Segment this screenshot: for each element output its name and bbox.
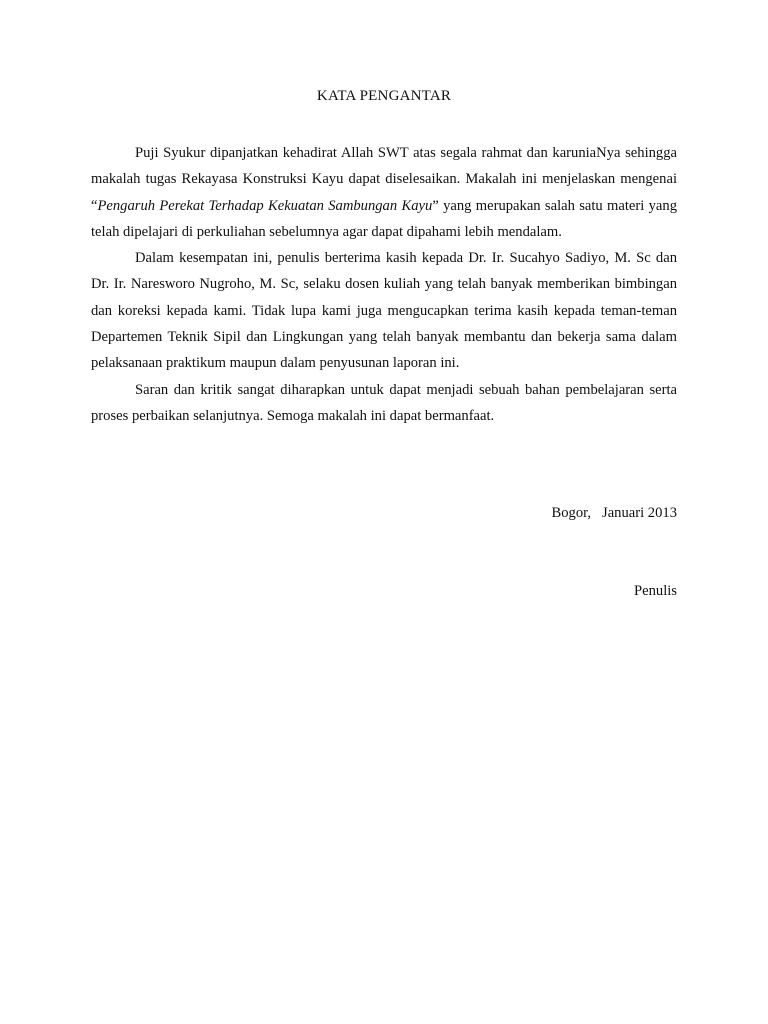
paragraph-1-after: ” yang merupakan salah satu materi yang telah dipelajari di perkuliahan sebelumnya agar dapat dipahami lebih mendalam. [91, 197, 677, 240]
paragraph-1-italic-title: Pengaruh Perekat Terhadap Kekuatan Sambungan Kayu [97, 197, 433, 214]
paragraph-2: Dalam kesempatan ini, penulis berterima kasih kepada Dr. Ir. Sucahyo Sadiyo, M. Sc dan Dr. Ir. Naresworo Nugroho, M. Sc, selaku dosen kuliah yang telah banyak memberikan bimbingan dan koreksi kepada kami. Tidak lupa kami juga mengucapkan terima kasih kepada teman-teman Departemen Teknik Sipil dan Lingkungan yang telah banyak membantu dan bekerja sama dalam pelaksanaan praktikum maupun dalam penyusunan laporan ini. [91, 250, 677, 372]
paragraph-1 [91, 140, 677, 245]
body-text [91, 140, 677, 429]
paragraph-1-before: Puji Syukur dipanjatkan kehadirat Allah SWT atas segala rahmat dan karuniaNya sehingga makalah tugas Rekayasa Konstruksi Kayu dapat diselesaikan. Makalah ini menjelaskan mengenai “ [91, 145, 677, 214]
signer-name: Penulis [634, 583, 677, 599]
paragraph-3: Saran dan kritik sangat diharapkan untuk dapat menjadi sebuah bahan pembelajaran serta proses perbaikan selanjutnya. Semoga makalah ini dapat bermanfaat. [91, 381, 677, 424]
place-date: Bogor, Januari 2013 [551, 505, 677, 521]
page-title: KATA PENGANTAR [316, 88, 452, 104]
